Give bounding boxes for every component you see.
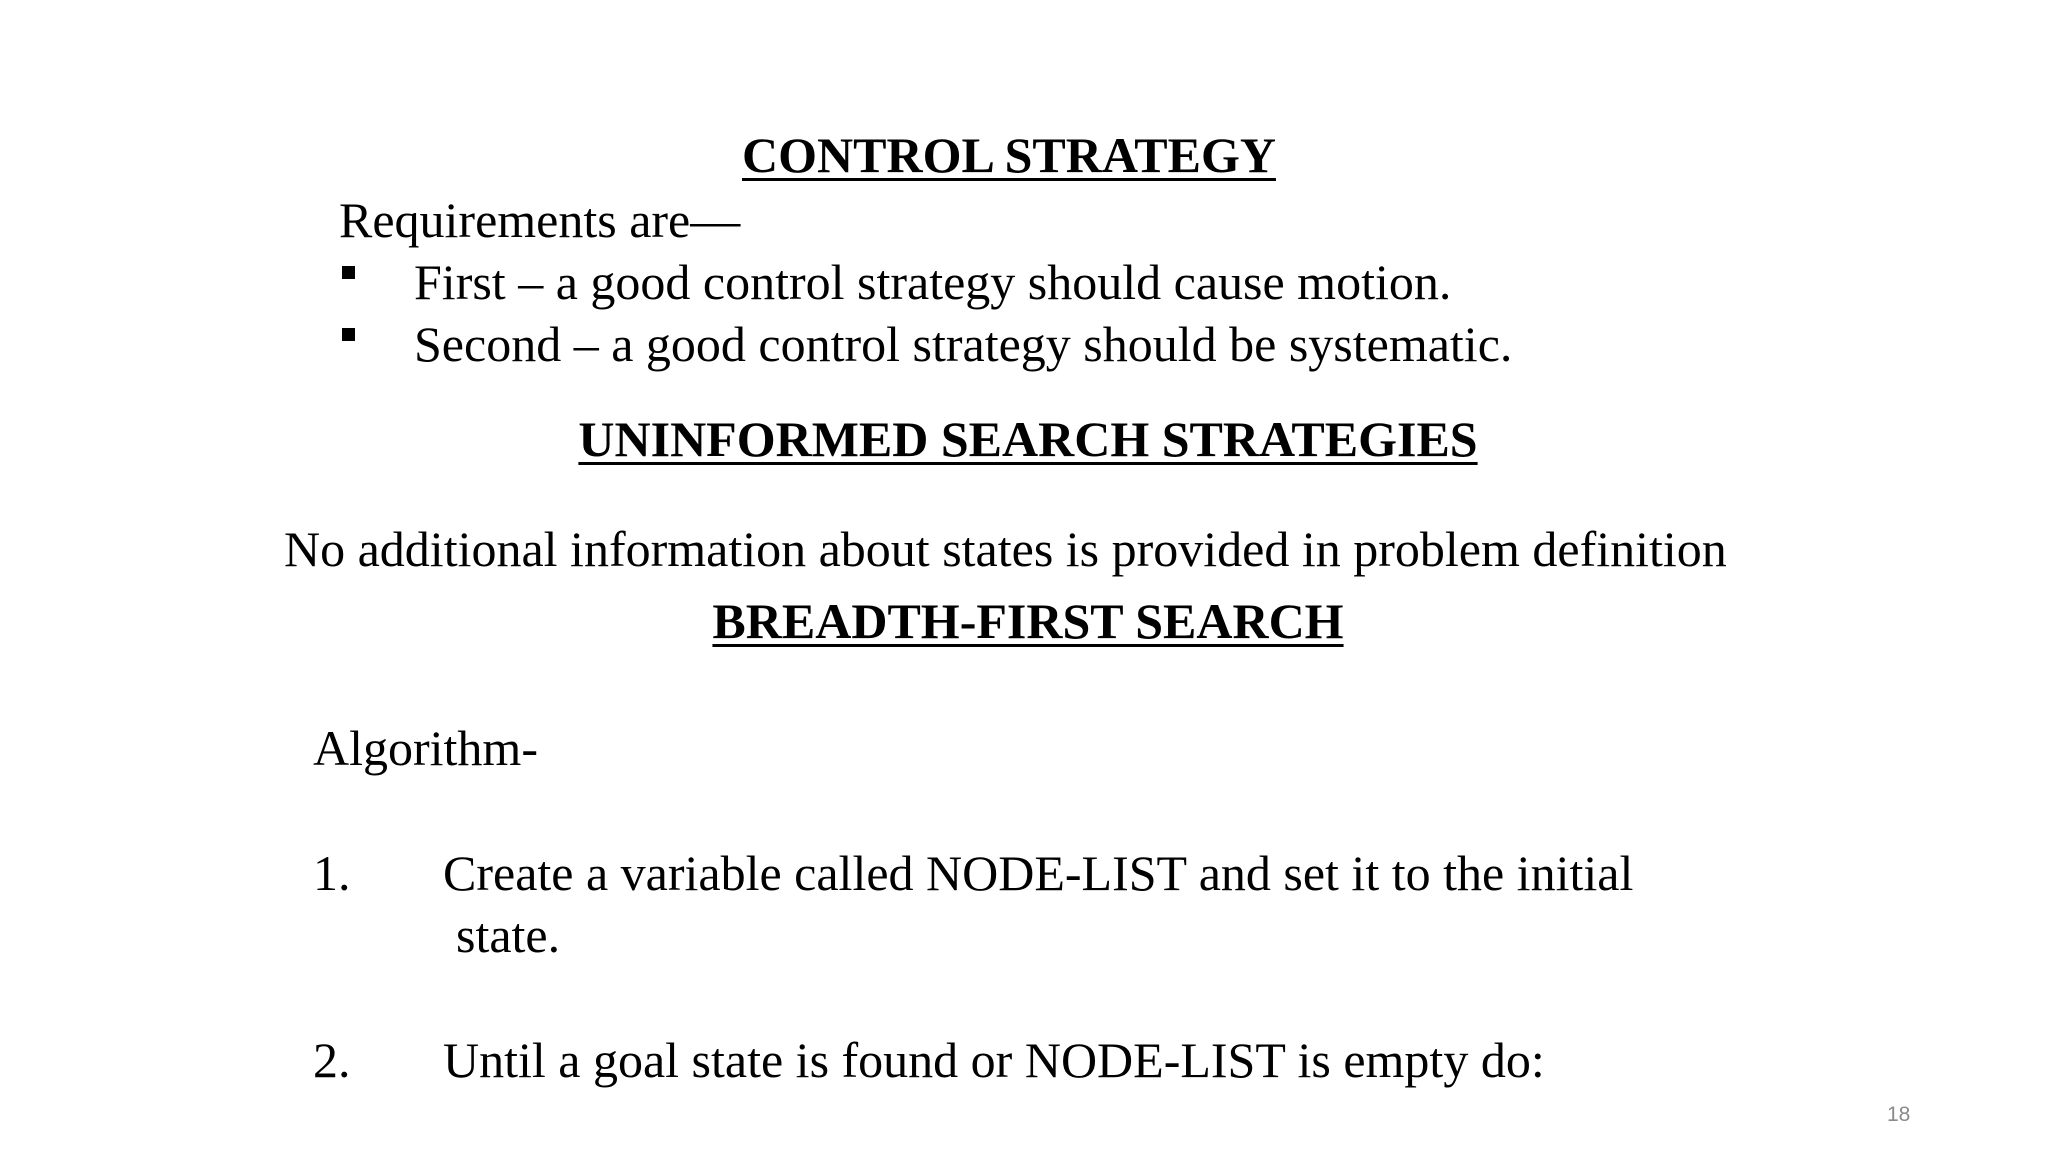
uninformed-search-description: No additional information about states is provided in problem definition [284, 521, 1727, 577]
requirements-intro: Requirements are— [339, 192, 741, 248]
algorithm-label: Algorithm- [313, 720, 538, 776]
step-number: 2. [313, 1032, 351, 1088]
step-text: Until a goal state is found or NODE-LIST is empty do: [443, 1032, 1545, 1088]
list-item: Second – a good control strategy should be systematic. [414, 316, 1513, 372]
list-item: First – a good control strategy should cause motion. [414, 254, 1452, 310]
page-number: 18 [1887, 1103, 1911, 1126]
uninformed-search-heading: UNINFORMED SEARCH STRATEGIES [578, 411, 1478, 467]
step-text: Create a variable called NODE-LIST and set it to the initial [443, 845, 1634, 901]
control-strategy-heading: CONTROL STRATEGY [742, 127, 1276, 183]
step-number: 1. [313, 845, 351, 901]
breadth-first-search-heading: BREADTH-FIRST SEARCH [712, 593, 1344, 649]
bullet-square-icon [342, 328, 355, 341]
bullet-square-icon [342, 266, 355, 279]
step-text-continuation: state. [456, 907, 561, 963]
